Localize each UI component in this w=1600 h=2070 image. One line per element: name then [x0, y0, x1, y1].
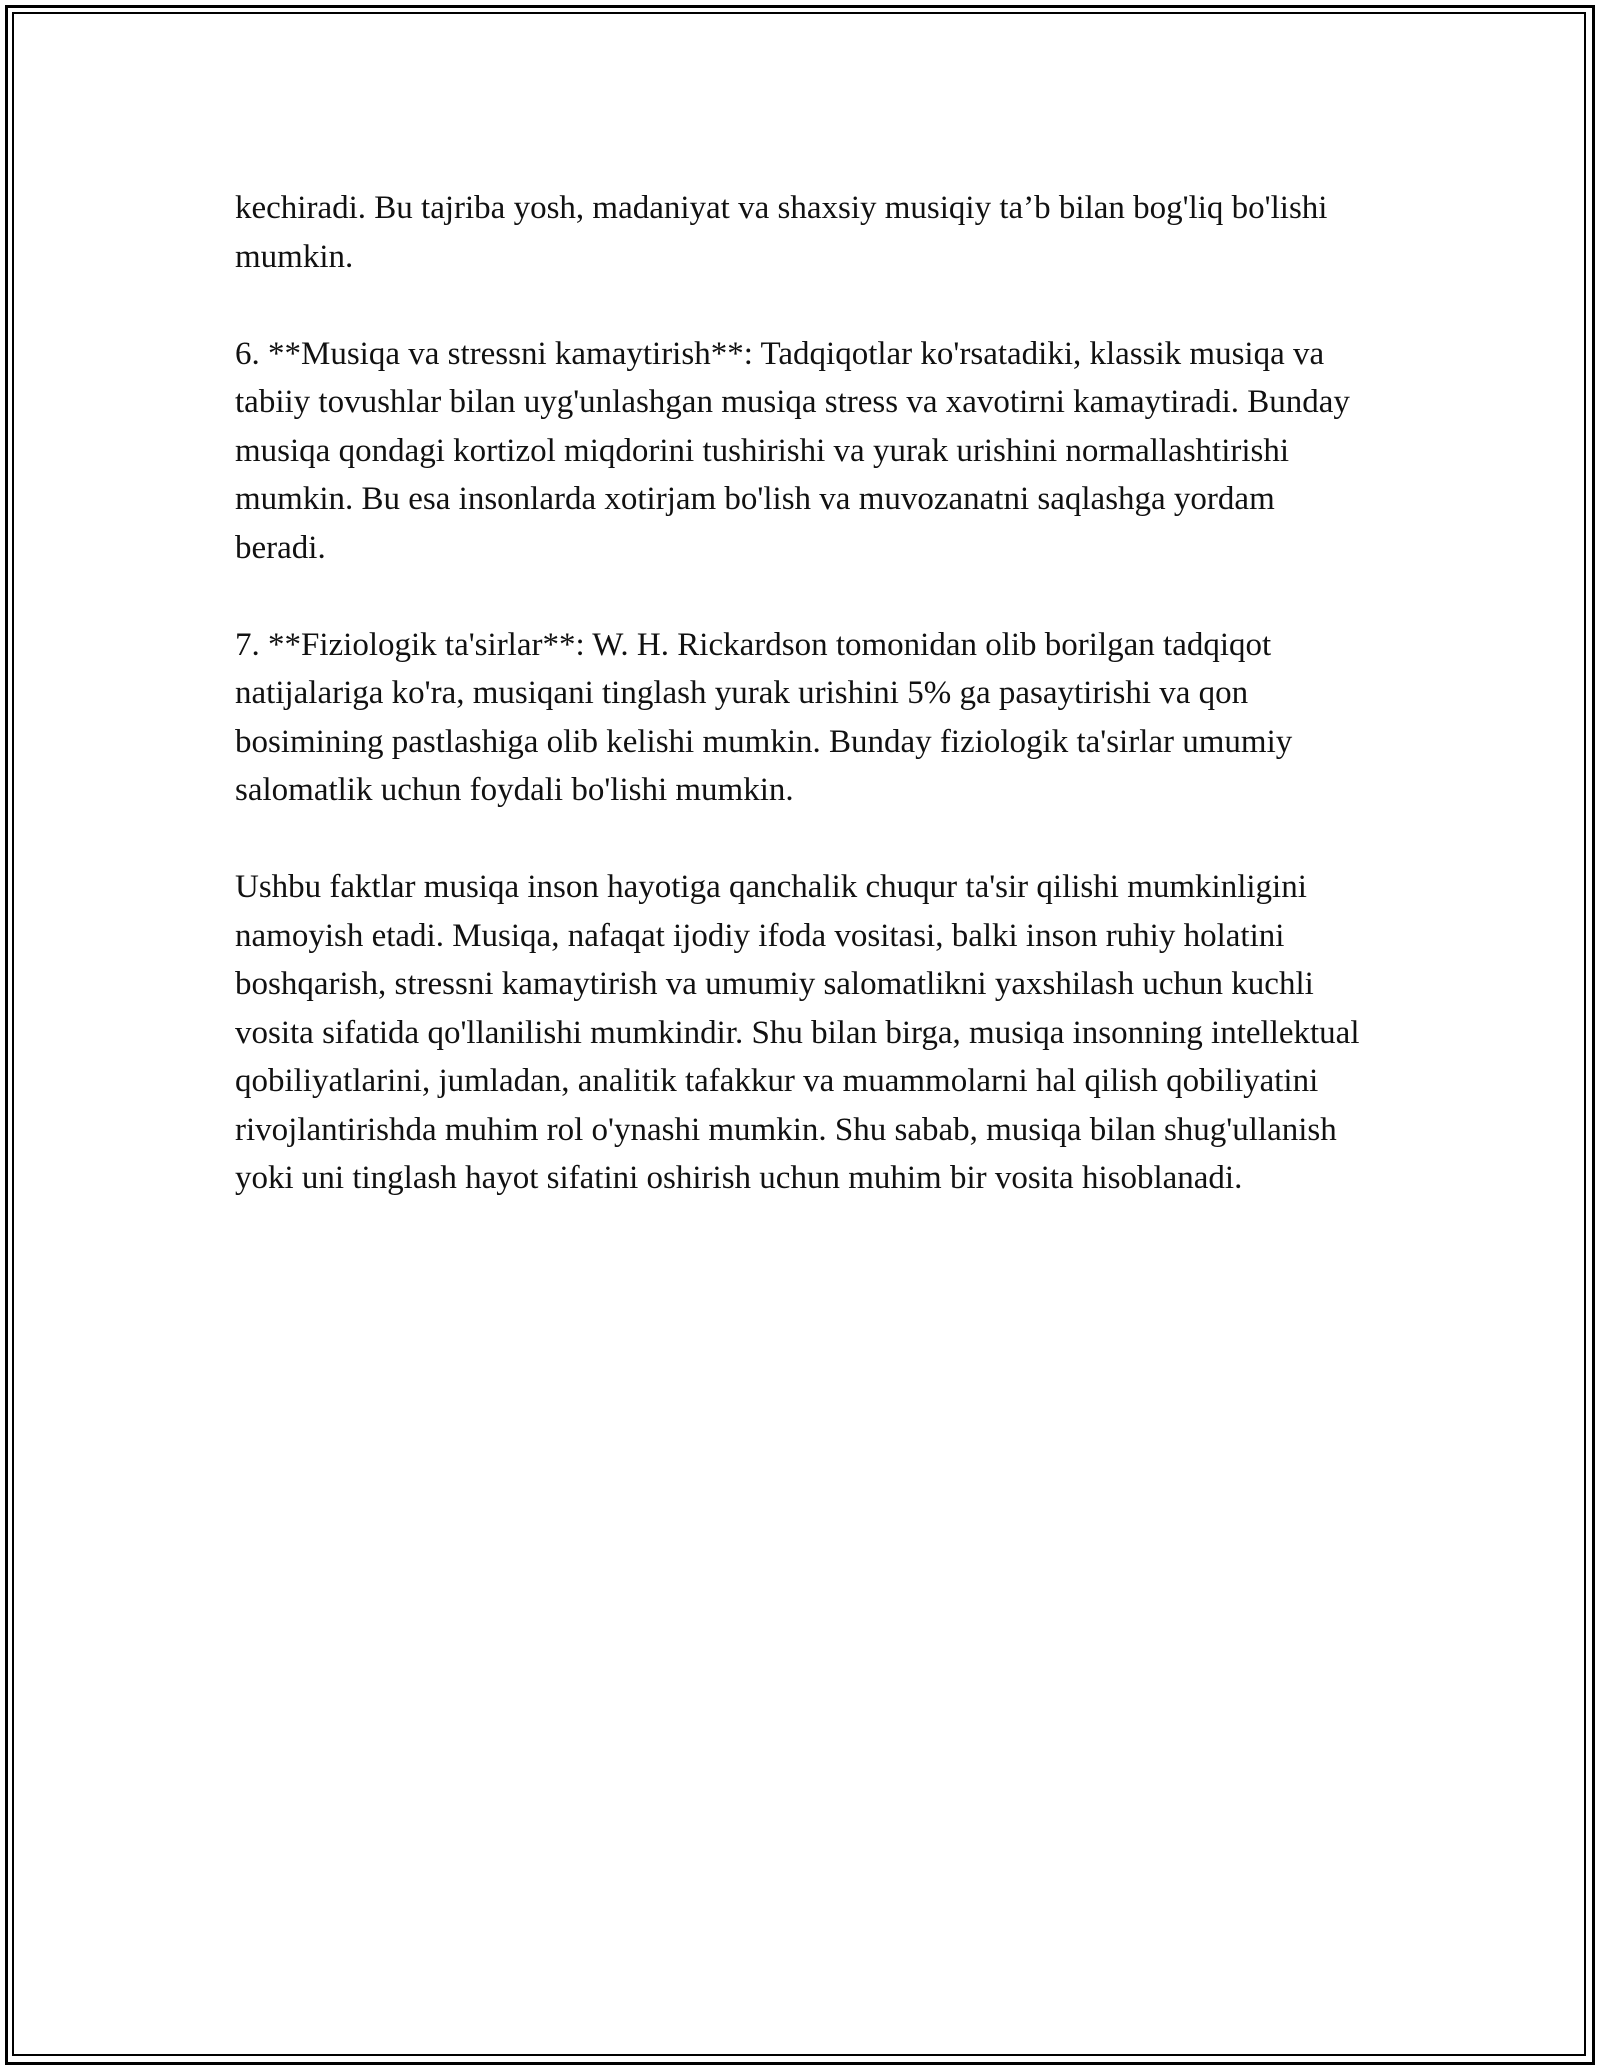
document-body [235, 184, 1370, 1251]
paragraph-item-7: 7. **Fiziologik ta'sirlar**: W. H. Rickardson tomonidan olib borilgan tadqiqot natijalariga ko'ra, musiqani tinglash yurak urishini 5% ga pasaytirishi va qon bosimining pastlashiga olib kelishi mumkin. Bunday fiziologik ta'sirlar umumiy salomatlik uchun foydali bo'lishi mumkin. [235, 626, 1293, 808]
paragraph-item-6: 6. **Musiqa va stressni kamaytirish**: Tadqiqotlar ko'rsatadiki, klassik musiqa va tabiiy tovushlar bilan uyg'unlashgan musiqa stress va xavotirni kamaytiradi. Bunday musiqa qondagi kortizol miqdorini tushirishi va yurak urishini normallashtirishi mumkin. Bu esa insonlarda xotirjam bo'lish va muvozanatni saqlashga yordam beradi. [235, 335, 1350, 566]
paragraph-conclusion: Ushbu faktlar musiqa inson hayotiga qanchalik chuqur ta'sir qilishi mumkinligini namoyish etadi. Musiqa, nafaqat ijodiy ifoda vositasi, balki inson ruhiy holatini boshqarish, stressni kamaytirish va umumiy salomatlikni yaxshilash uchun kuchli vosita sifatida qo'llanilishi mumkindir. Shu bilan birga, musiqa insonning intellektual qobiliyatlarini, jumladan, analitik tafakkur va muammolarni hal qilish qobiliyatini rivojlantirishda muhim rol o'ynashi mumkin. Shu sabab, musiqa bilan shug'ullanish yoki uni tinglash hayot sifatini oshirish uchun muhim bir vosita hisoblanadi. [235, 869, 1360, 1196]
paragraph-continuation: kechiradi. Bu tajriba yosh, madaniyat va shaxsiy musiqiy ta’b bilan bog'liq bo'lishi mumkin. [235, 190, 1328, 275]
